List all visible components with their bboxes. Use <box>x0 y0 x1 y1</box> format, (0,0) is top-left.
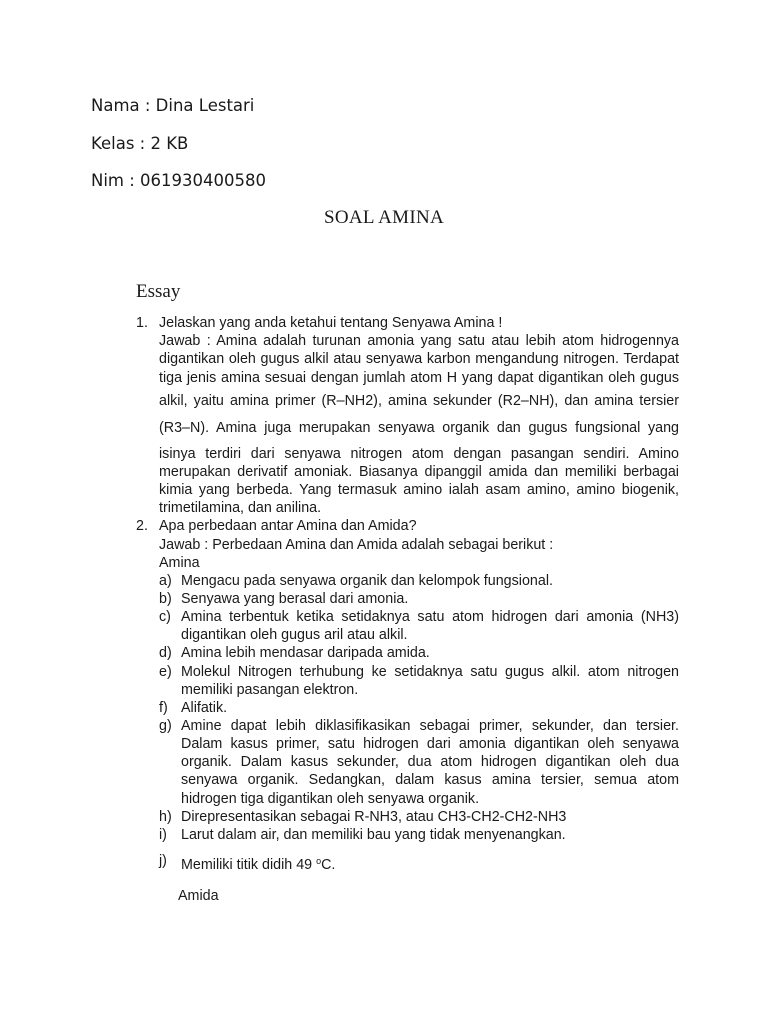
list-letter: d) <box>159 645 172 661</box>
list-item: hidrogen tiga digantikan oleh senyawa organik. <box>181 791 480 807</box>
question-number: 2. <box>136 518 148 534</box>
list-letter: i) <box>159 827 167 843</box>
boiling-point-unit: C. <box>321 857 336 873</box>
answer-intro: Jawab : Perbedaan Amina dan Amida adalah sebagai berikut : <box>159 537 554 553</box>
list-letter: f) <box>159 700 168 716</box>
answer-line: digantikan oleh gugus alkil atau senyawa karbon mengandung nitrogen. Terdapat <box>159 351 679 367</box>
list-item: senyawa organik. Sedangkan, dalam kasus amina tersier, semua atom <box>181 772 679 788</box>
answer-line: Jawab : Amina adalah turunan amonia yang satu atau lebih atom hidrogennya <box>159 333 679 349</box>
answer-line: alkil, yaitu amina primer (R–NH2), amina sekunder (R2–NH), dan amina tersier <box>159 393 679 409</box>
list-item: Amina lebih mendasar daripada amida. <box>181 645 430 661</box>
list-item: organik. Dalam kasus sekunder, dua atom hidrogen digantikan oleh dua <box>181 754 679 770</box>
list-item: Direpresentasikan sebagai R-NH3, atau CH3-CH2-CH2-NH3 <box>181 809 567 825</box>
list-item: Senyawa yang berasal dari amonia. <box>181 591 409 607</box>
list-letter: j) <box>159 853 167 869</box>
list-item: Dalam kasus primer, satu hidrogen dari amonia digantikan oleh senyawa <box>181 736 679 752</box>
amida-label: Amida <box>178 888 219 904</box>
list-item: Amine dapat lebih diklasifikasikan sebagai primer, sekunder, dan tersier. <box>181 718 679 734</box>
boiling-point-text: Memiliki titik didih 49 <box>181 857 317 873</box>
list-item: Molekul Nitrogen terhubung ke setidaknya satu gugus alkil. atom nitrogen <box>181 664 679 680</box>
amina-label: Amina <box>159 555 200 571</box>
student-name: Nama : Dina Lestari <box>91 96 255 115</box>
degree-symbol: o <box>316 856 322 866</box>
answer-line: trimetilamina, dan anilina. <box>159 500 322 516</box>
list-letter: b) <box>159 591 172 607</box>
question-text: Jelaskan yang anda ketahui tentang Senyawa Amina ! <box>159 315 503 331</box>
list-item: memiliki pasangan elektron. <box>181 682 359 698</box>
student-nim: Nim : 061930400580 <box>91 171 267 190</box>
answer-line: merupakan derivatif amoniak. Biasanya dipanggil amida dan memiliki berbagai <box>159 464 679 480</box>
list-item: Mengacu pada senyawa organik dan kelompok fungsional. <box>181 573 553 589</box>
answer-line: kimia yang berbeda. Yang termasuk amino ialah asam amino, amino biogenik, <box>159 482 679 498</box>
answer-line: tiga jenis amina sesuai dengan jumlah atom H yang dapat digantikan oleh gugus <box>159 370 679 386</box>
list-item: digantikan oleh gugus aril atau alkil. <box>181 627 408 643</box>
list-letter: c) <box>159 609 171 625</box>
answer-line: isinya terdiri dari senyawa nitrogen atom dengan pasangan sendiri. Amino <box>159 446 679 462</box>
list-item: Alifatik. <box>181 700 228 716</box>
list-letter: e) <box>159 664 172 680</box>
section-heading: Essay <box>136 281 181 302</box>
list-item: Larut dalam air, dan memiliki bau yang tidak menyenangkan. <box>181 827 566 843</box>
list-letter: a) <box>159 573 172 589</box>
student-class: Kelas : 2 KB <box>91 134 189 153</box>
list-item <box>181 852 335 874</box>
answer-line: (R3–N). Amina juga merupakan senyawa organik dan gugus fungsional yang <box>159 420 679 436</box>
question-text: Apa perbedaan antar Amina dan Amida? <box>159 518 417 534</box>
list-item: Amina terbentuk ketika setidaknya satu atom hidrogen dari amonia (NH3) <box>181 609 679 625</box>
list-letter: h) <box>159 809 172 825</box>
question-number: 1. <box>136 315 148 331</box>
document-title: SOAL AMINA <box>324 207 444 228</box>
list-letter: g) <box>159 718 172 734</box>
